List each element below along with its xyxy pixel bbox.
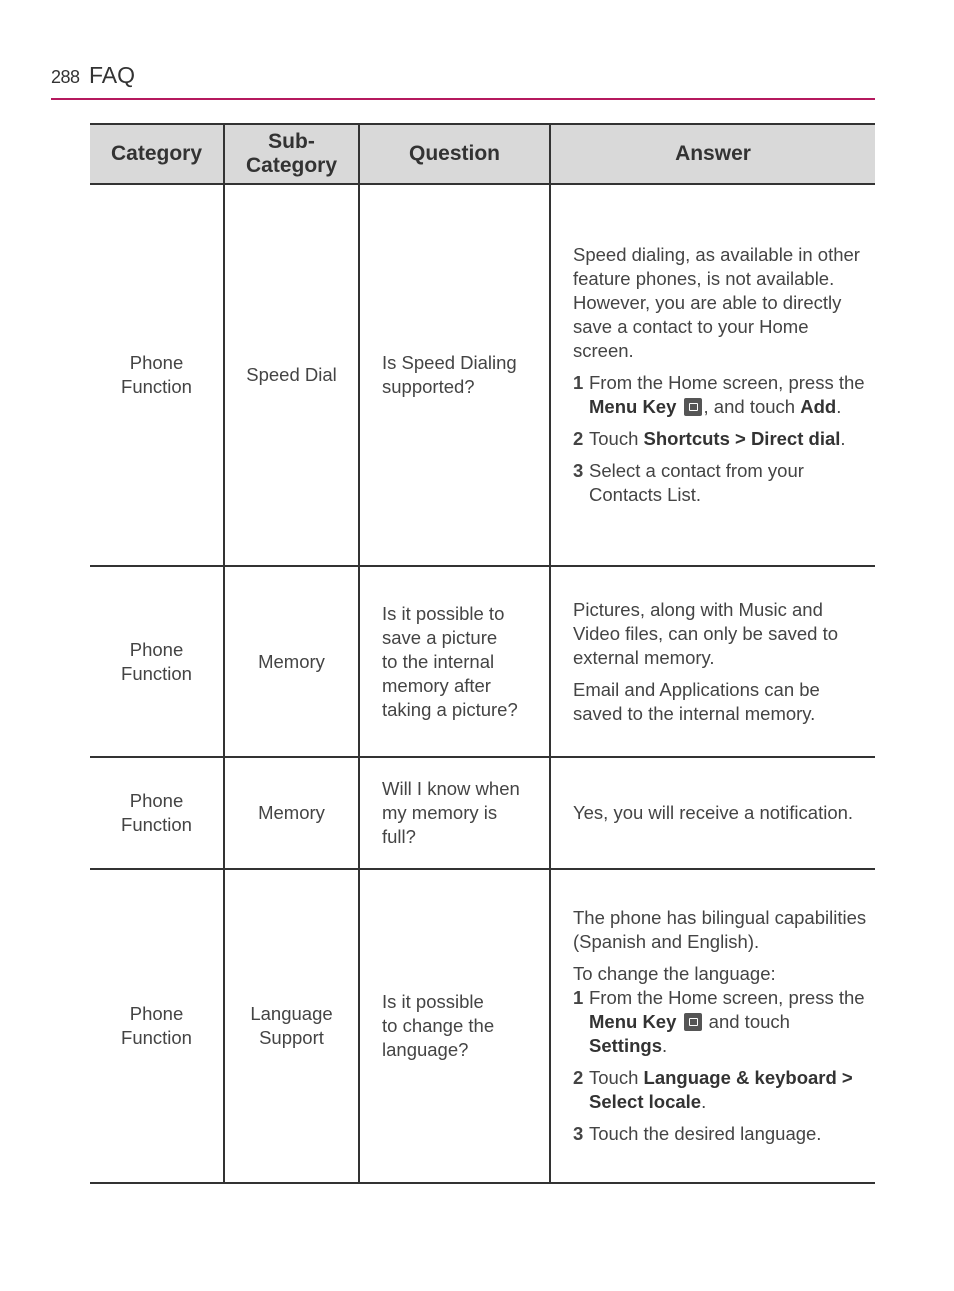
subcategory-cell: Memory xyxy=(224,566,359,757)
step-text: Touch the desired language. xyxy=(589,1123,822,1144)
step-text: Touch Shortcuts > Direct dial. xyxy=(589,428,846,449)
page-number: 288 xyxy=(51,67,80,87)
step-number: 3 xyxy=(573,1123,584,1144)
answer-cell xyxy=(550,757,875,869)
answer-intro: Speed dialing, as available in other feature phones, is not available. However, you are able to directly save a contact to your Home screen. xyxy=(573,244,860,361)
step-number: 2 xyxy=(573,428,584,449)
category-cell: Phone Function xyxy=(90,184,224,566)
answer-cell xyxy=(550,184,875,566)
answer-paragraph: To change the language: xyxy=(573,963,776,984)
step-text: Select a contact from your Contacts List. xyxy=(589,460,804,505)
step-text: Touch Language & keyboard > Select locale. xyxy=(589,1067,853,1112)
answer-step xyxy=(573,986,867,1058)
answer-cell xyxy=(550,869,875,1183)
page-title: FAQ xyxy=(89,62,136,88)
answer-step xyxy=(573,1066,867,1114)
faq-table xyxy=(90,123,875,1184)
step-number: 3 xyxy=(573,460,584,481)
category-cell: Phone Function xyxy=(90,566,224,757)
question-cell: Will I know when my memory is full? xyxy=(359,757,550,869)
answer-cell xyxy=(550,566,875,757)
step-number: 1 xyxy=(573,987,584,1008)
answer-step xyxy=(573,371,867,419)
column-header-question: Question xyxy=(359,124,550,184)
menu-key-icon xyxy=(684,398,702,416)
question-cell: Is it possible to change the language? xyxy=(359,869,550,1183)
column-header-subcategory: Sub- Category xyxy=(224,124,359,184)
answer-step xyxy=(573,427,867,451)
answer-step xyxy=(573,459,867,507)
question-cell: Is Speed Dialing supported? xyxy=(359,184,550,566)
step-text: From the Home screen, press the Menu Key , and touch Add. xyxy=(589,372,865,417)
table-row xyxy=(90,757,875,869)
step-text: From the Home screen, press the Menu Key and touch Settings. xyxy=(589,987,865,1056)
subcategory-cell: Speed Dial xyxy=(224,184,359,566)
subcategory-cell: Memory xyxy=(224,757,359,869)
answer-paragraph: Pictures, along with Music and Video files, can only be saved to external memory. xyxy=(573,598,838,668)
answer-paragraph: The phone has bilingual capabilities (Spanish and English). xyxy=(573,907,867,952)
subcategory-cell: Language Support xyxy=(224,869,359,1183)
table-row xyxy=(90,184,875,566)
column-header-category: Category xyxy=(90,124,224,184)
answer-paragraph: Yes, you will receive a notification. xyxy=(573,802,854,823)
table-row xyxy=(90,566,875,757)
column-header-answer: Answer xyxy=(550,124,875,184)
question-cell: Is it possible to save a picture to the internal memory after taking a picture? xyxy=(359,566,550,757)
category-cell: Phone Function xyxy=(90,869,224,1183)
page-header xyxy=(51,62,875,100)
answer-step xyxy=(573,1122,867,1146)
table-row xyxy=(90,869,875,1183)
category-cell: Phone Function xyxy=(90,757,224,869)
step-number: 1 xyxy=(573,372,584,393)
menu-key-icon xyxy=(684,1013,702,1031)
table-header-row xyxy=(90,124,875,184)
answer-paragraph: Email and Applications can be saved to the internal memory. xyxy=(573,678,820,724)
step-number: 2 xyxy=(573,1067,584,1088)
